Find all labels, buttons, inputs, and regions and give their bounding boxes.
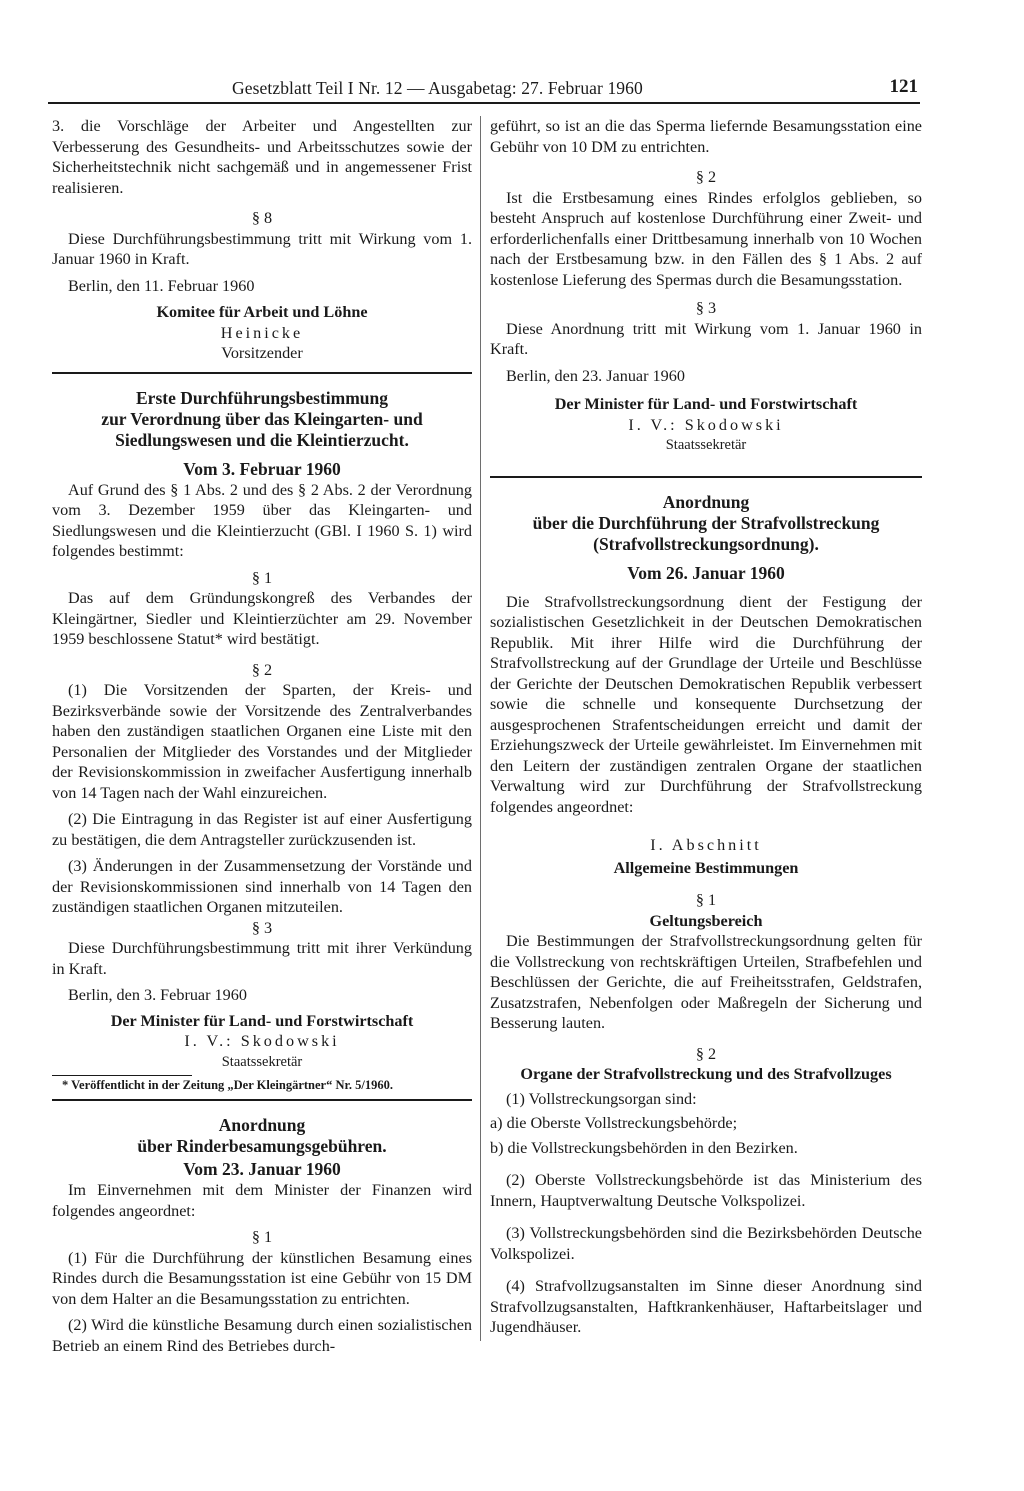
item-3: 3. die Vorschläge der Arbeiter und Angestellten zur Verbesserung des Gesundheits- und Arbeitsschutzes sowie der Sicherheitstechnik nicht sachgemäß und in angemessener Frist realisieren. [52, 117, 472, 197]
signer-name: Heinicke [220, 323, 304, 342]
issuing-authority: Komitee für Arbeit und Löhne [156, 303, 368, 321]
paragraph: (2) Wird die künstliche Besamung durch einen sozialistischen Betrieb an einem Rind des Betriebes durch- [52, 1316, 472, 1355]
section-text: Diese Durchführungsbestimmung tritt mit ihrer Verkündung in Kraft. [52, 939, 472, 978]
signer-name: I. V.: Skodowski [628, 415, 784, 434]
section-heading: § 1 [695, 891, 717, 909]
document-separator [52, 372, 472, 374]
section-text: Diese Durchführungsbestimmung tritt mit Wirkung vom 1. Januar 1960 in Kraft. [52, 229, 472, 268]
document-title-line: zur Verordnung über das Kleingarten- und [101, 408, 423, 429]
document-title-line: Anordnung [662, 491, 750, 512]
place-date: Berlin, den 23. Januar 1960 [506, 366, 685, 385]
paragraph: (4) Strafvollzugsanstalten im Sinne dieser Anordnung sind Strafvollzugsanstalten, Haftkrankenhäuser, Haftarbeitslager und Jugendhäuser. [490, 1277, 922, 1336]
list-item: a) die Oberste Vollstreckungsbehörde; [490, 1114, 738, 1132]
left-column [52, 116, 472, 1356]
section-heading: § 2 [695, 1044, 717, 1063]
section-heading: § 1 [251, 568, 273, 587]
paragraph: (3) Vollstreckungsbehörden sind die Bezirksbehörden Deutsche Volkspolizei. [490, 1224, 922, 1263]
section-subtitle: Organe der Strafvollstreckung und des Strafvollzuges [520, 1065, 892, 1083]
place-date: Berlin, den 3. Februar 1960 [68, 986, 247, 1004]
section-text: Ist die Erstbesamung eines Rindes erfolglos geblieben, so besteht Anspruch auf kostenlose Durchführung einer Zweit- und erforderlichenfalls einer Drittbesamung innerhalb von 10 Wochen nach der Erstbesamung bzw. in den Fällen des § 1 Abs. 2 auf kostenlose Lieferung des Spermas durch die Besamungsstation. [490, 188, 922, 289]
section-heading: § 2 [695, 168, 717, 186]
section-label: I. Abschnitt [650, 836, 762, 854]
paragraph: (1) Die Vorsitzenden der Sparten, der Kreis- und Bezirksverbände sowie der Vorsitzende des Zentralverbandes haben den zuständigen staatlichen Organen eine Liste mit den Personalien der Mitglieder des Vorstandes und der Mitglieder der Revisionskommission in zweifacher Ausfertigung innerhalb von 14 Tagen nach der Wahl einzureichen. [52, 681, 472, 802]
document-title-line: über die Durchführung der Strafvollstreckung [532, 512, 880, 533]
document-title-line: (Strafvollstreckungsordnung). [593, 533, 819, 554]
paragraph: (1) Für die Durchführung der künstlichen Besamung eines Rindes durch die Besamungsstation ist eine Gebühr von 15 DM von dem Halter an die Besamungsstation zu entrichten. [52, 1248, 472, 1308]
section-text: Das auf dem Gründungskongreß des Verbandes der Kleingärtner, Siedler und Kleintierzüchter am 29. November 1959 beschlossene Statut* wird bestätigt. [52, 589, 472, 648]
column-divider [480, 116, 481, 1341]
issuing-authority: Der Minister für Land- und Forstwirtschaft [554, 395, 858, 413]
document-date-heading: Vom 26. Januar 1960 [627, 562, 785, 583]
signer-role: Staatssekretär [221, 1053, 303, 1070]
paragraph: (2) Oberste Vollstreckungsbehörde ist das Ministerium des Innern, Hauptverwaltung Deutsche Volkspolizei. [490, 1171, 922, 1210]
section-title: Allgemeine Bestimmungen [613, 858, 799, 877]
signer-role: Staatssekretär [665, 437, 747, 453]
right-column [490, 116, 922, 1338]
issuing-authority: Der Minister für Land- und Forstwirtschaft [110, 1011, 414, 1030]
document-date-heading: Vom 3. Februar 1960 [183, 458, 341, 479]
section-heading: § 2 [251, 660, 273, 679]
section-heading: § 8 [251, 209, 273, 227]
footnote-rule [52, 1075, 192, 1076]
paragraph: (1) Vollstreckungsorgan sind: [506, 1089, 697, 1108]
signer-name: I. V.: Skodowski [184, 1032, 340, 1050]
page-number: 121 [889, 76, 918, 97]
document-separator [52, 1099, 472, 1101]
document-date-heading: Vom 23. Januar 1960 [183, 1159, 341, 1179]
section-subtitle: Geltungsbereich [649, 911, 763, 930]
signer-role: Vorsitzender [221, 344, 303, 362]
paragraph-continuation: geführt, so ist an die das Sperma liefernde Besamungsstation eine Gebühr von 10 DM zu entrichten. [490, 117, 922, 156]
section-heading: § 1 [251, 1228, 273, 1246]
document-separator [490, 476, 922, 478]
section-text: Diese Anordnung tritt mit Wirkung vom 1. Januar 1960 in Kraft. [490, 319, 922, 358]
document-intro: Auf Grund des § 1 Abs. 2 und des § 2 Abs. 2 der Verordnung vom 3. Dezember 1959 über das Kleingarten- und Siedlungswesen und die Kleintierzucht (GBl. I 1960 S. 1) wird folgendes bestimmt: [52, 480, 472, 560]
section-heading: § 3 [251, 918, 273, 937]
footnote: * Veröffentlicht in der Zeitung „Der Kleingärtner“ Nr. 5/1960. [62, 1078, 393, 1092]
page-header [48, 72, 920, 104]
document-intro: Die Strafvollstreckungsordnung dient der Festigung der sozialistischen Gesetzlichkeit in der Deutschen Demokratischen Republik. Mit ihrer Hilfe wird die Durchführung der Strafvollstreckung auf der Grundlage der Urteile und Beschlüsse der Gerichte der Deutschen Demokratischen Republik verbessert sowie die schnelle und konsequente Durchsetzung der ausgesprochenen Strafentscheidungen erreicht und damit der Erziehungszweck der Urteile gewährleistet. Im Einvernehmen mit den Leitern der zuständigen zentralen Organe der staatlichen Verwaltung wird zur Durchführung der Strafvollstreckung folgendes angeordnet: [490, 592, 922, 816]
list-item: b) die Vollstreckungsbehörden in den Bezirken. [490, 1138, 798, 1157]
document-title-line: Siedlungswesen und die Kleintierzucht. [115, 429, 409, 450]
document-title-line: über Rinderbesamungsgebühren. [137, 1136, 387, 1156]
document-title-line: Anordnung [218, 1115, 306, 1135]
document-intro: Im Einvernehmen mit dem Minister der Finanzen wird folgendes angeordnet: [52, 1181, 472, 1220]
paragraph: (2) Die Eintragung in das Register ist auf einer Ausfertigung zu bestätigen, die dem Antragsteller zurückzusenden ist. [52, 810, 472, 849]
place-date: Berlin, den 11. Februar 1960 [68, 276, 255, 295]
running-title: Gesetzblatt Teil I Nr. 12 — Ausgabetag: 27. Februar 1960 [232, 78, 643, 98]
document-title-line: Erste Durchführungsbestimmung [136, 387, 388, 408]
section-heading: § 3 [695, 299, 717, 317]
section-text: Die Bestimmungen der Strafvollstreckungsordnung gelten für die Vollstreckung von rechtskräftigen Urteilen, Strafbefehlen und Beschlüssen der Gerichte, die auf Freiheitsstrafen, Geldstrafen, Zusatzstrafen, Nebenfolgen oder Maßregeln der Sicherung und Besserung lauten. [490, 932, 922, 1032]
paragraph: (3) Änderungen in der Zusammensetzung der Vorstände und der Revisionskommissionen sind innerhalb von 14 Tagen den zuständigen staatlichen Organen mitzuteilen. [52, 857, 472, 916]
